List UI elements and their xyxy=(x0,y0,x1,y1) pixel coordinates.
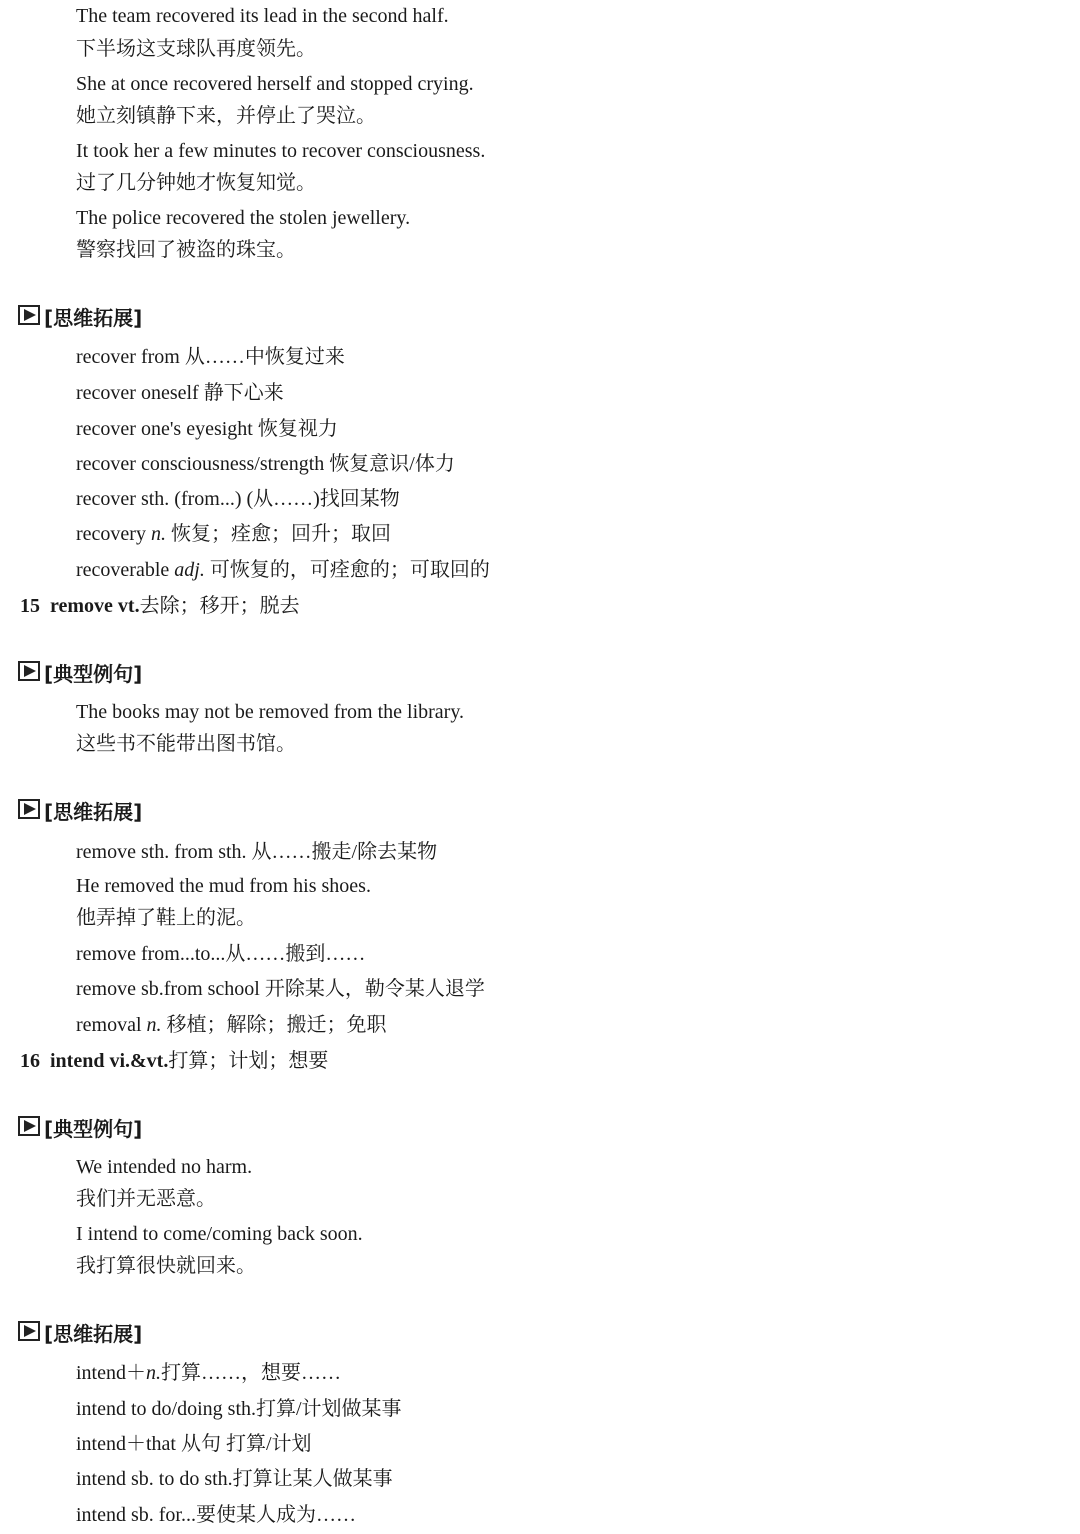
phrase-line: remove sb.from school 开除某人，勒令某人退学 xyxy=(76,978,485,1000)
entry-number: 16 xyxy=(20,1050,40,1072)
phrase-line: intend to do/doing sth.打算/计划做某事 xyxy=(76,1398,402,1420)
phrase-line xyxy=(76,1361,341,1385)
phrase-line: intend sb. to do sth.打算让某人做某事 xyxy=(76,1468,393,1490)
vocab-entry-intend xyxy=(20,1049,328,1073)
derivative-line xyxy=(76,1013,387,1037)
example-sentence-en: It took her a few minutes to recover consciousness. xyxy=(76,140,486,162)
play-icon xyxy=(18,1321,42,1343)
example-sentence-zh: 下半场这支球队再度领先。 xyxy=(76,38,316,60)
section-heading-examples xyxy=(18,1113,142,1141)
example-sentence-zh: 我打算很快就回来。 xyxy=(76,1255,256,1277)
phrase-line: recover sth. (from...) (从……)找回某物 xyxy=(76,488,400,510)
derivative-definition: 恢复；痊愈；回升；取回 xyxy=(165,523,391,545)
example-sentence-zh: 过了几分钟她才恢复知觉。 xyxy=(76,172,316,194)
section-label: [典型例句] xyxy=(44,661,143,686)
derivative-word: recovery xyxy=(76,523,151,545)
play-icon xyxy=(18,661,42,683)
example-sentence-zh: 她立刻镇静下来，并停止了哭泣。 xyxy=(76,105,376,127)
entry-definition: 打算；计划；想要 xyxy=(168,1050,329,1072)
example-sentence-zh: 他弄掉了鞋上的泥。 xyxy=(76,907,256,929)
entry-headword: remove vt. xyxy=(50,595,140,617)
part-of-speech: n. xyxy=(146,1362,161,1384)
play-icon xyxy=(18,1116,42,1138)
phrase-word: intend＋ xyxy=(76,1362,146,1384)
example-sentence-en: We intended no harm. xyxy=(76,1156,253,1178)
example-sentence-zh: 我们并无恶意。 xyxy=(76,1188,216,1210)
phrase-line: recover one's eyesight 恢复视力 xyxy=(76,418,338,440)
vocab-entry-remove xyxy=(20,594,300,618)
phrase-definition: 打算……，想要…… xyxy=(161,1362,341,1384)
example-sentence-en: The police recovered the stolen jewellery. xyxy=(76,207,411,229)
section-label: [思维拓展] xyxy=(44,1321,143,1346)
play-icon xyxy=(18,305,42,327)
derivative-definition: 移植；解除；搬迁；免职 xyxy=(161,1014,387,1036)
example-sentence-en: The team recovered its lead in the second half. xyxy=(76,5,449,27)
entry-headword: intend vi.&vt. xyxy=(50,1050,169,1072)
phrase-line: intend＋that 从句 打算/计划 xyxy=(76,1433,312,1455)
section-heading-extend xyxy=(18,1318,142,1346)
phrase-line: remove from...to...从……搬到…… xyxy=(76,943,366,965)
example-sentence-en: He removed the mud from his shoes. xyxy=(76,875,371,897)
entry-definition: 去除；移开；脱去 xyxy=(139,595,300,617)
example-sentence-zh: 这些书不能带出图书馆。 xyxy=(76,733,296,755)
part-of-speech: n. xyxy=(150,523,166,545)
section-heading-extend xyxy=(18,302,142,330)
section-heading-extend xyxy=(18,796,142,824)
example-sentence-en: I intend to come/coming back soon. xyxy=(76,1223,363,1245)
phrase-line: intend sb. for...要使某人成为…… xyxy=(76,1504,356,1526)
example-sentence-en: She at once recovered herself and stopped crying. xyxy=(76,73,474,95)
phrase-line: recover oneself 静下心来 xyxy=(76,382,284,404)
play-icon xyxy=(18,799,42,821)
phrase-line: recover from 从……中恢复过来 xyxy=(76,346,345,368)
phrase-line: remove sth. from sth. 从……搬走/除去某物 xyxy=(76,841,438,863)
section-label: [典型例句] xyxy=(44,1116,143,1141)
phrase-line: recover consciousness/strength 恢复意识/体力 xyxy=(76,453,455,475)
section-label: [思维拓展] xyxy=(44,799,143,824)
part-of-speech: adj. xyxy=(174,559,205,581)
example-sentence-en: The books may not be removed from the library. xyxy=(76,701,465,723)
section-heading-examples xyxy=(18,658,142,686)
derivative-line xyxy=(76,558,490,582)
derivative-word: removal xyxy=(76,1014,147,1036)
derivative-word: recoverable xyxy=(76,559,175,581)
derivative-line xyxy=(76,522,391,546)
section-label: [思维拓展] xyxy=(44,305,143,330)
example-sentence-zh: 警察找回了被盗的珠宝。 xyxy=(76,239,296,261)
derivative-definition: 可恢复的，可痊愈的；可取回的 xyxy=(204,559,490,581)
part-of-speech: n. xyxy=(146,1014,162,1036)
entry-number: 15 xyxy=(20,595,40,617)
